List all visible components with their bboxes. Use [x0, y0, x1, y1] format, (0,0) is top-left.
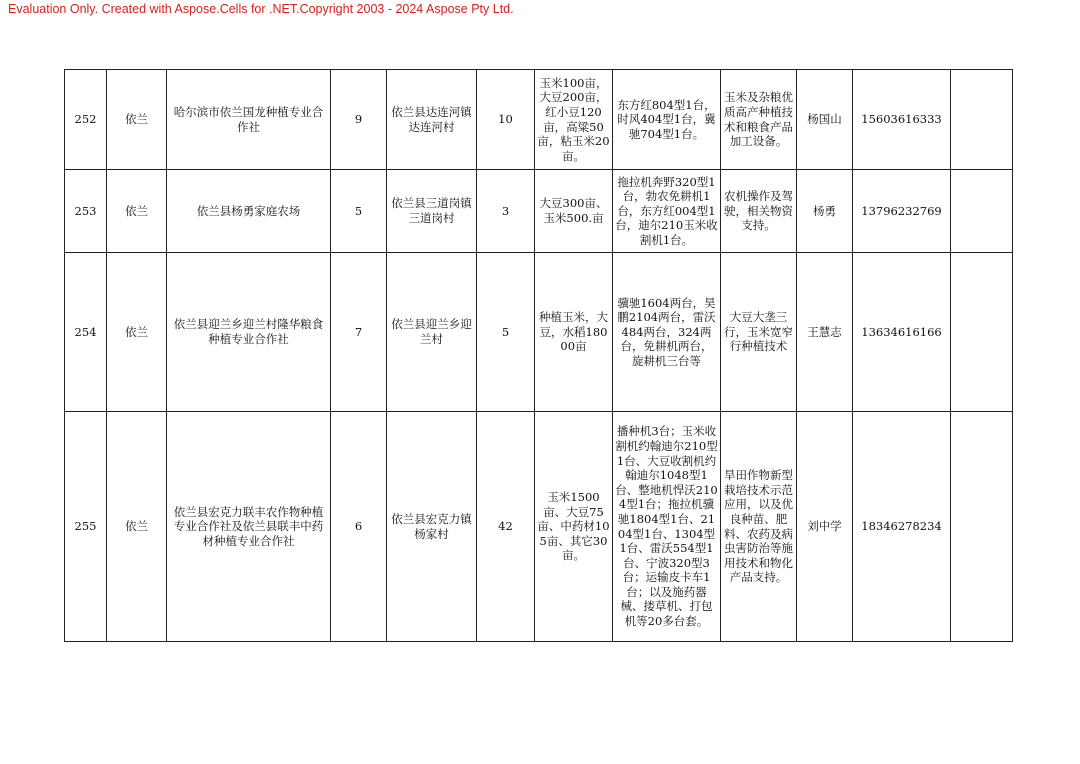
address-cell: 依兰县三道岗镇三道岗村 — [387, 170, 477, 253]
phone-cell: 13796232769 — [853, 170, 951, 253]
count-cell: 3 — [477, 170, 535, 253]
row-number-cell: 253 — [65, 170, 107, 253]
evaluation-watermark: Evaluation Only. Created with Aspose.Cells for .NET.Copyright 2003 - 2024 Aspose Pty Ltd. — [8, 2, 514, 16]
support-cell: 玉米及杂粮优质高产种植技术和粮食产品加工设备。 — [721, 70, 797, 170]
support-cell: 旱田作物新型栽培技术示范应用，以及优良种苗、肥料、农药及病虫害防治等施用技术和物化产品支持。 — [721, 412, 797, 642]
row-number-cell: 255 — [65, 412, 107, 642]
address-cell: 依兰县宏克力镇杨家村 — [387, 412, 477, 642]
crops-cell: 种植玉米，大豆，水稻18000亩 — [535, 253, 613, 412]
organization-name-cell: 依兰县迎兰乡迎兰村隆华粮食种植专业合作社 — [167, 253, 331, 412]
organization-name-cell: 哈尔滨市依兰国龙种植专业合作社 — [167, 70, 331, 170]
row-number-cell: 252 — [65, 70, 107, 170]
machinery-cell: 东方红804型1台，时风404型1台，冀驰704型1台。 — [613, 70, 721, 170]
members-cell: 7 — [331, 253, 387, 412]
support-cell: 农机操作及驾驶，相关物资支持。 — [721, 170, 797, 253]
address-cell: 依兰县达连河镇达连河村 — [387, 70, 477, 170]
county-cell: 依兰 — [107, 170, 167, 253]
organization-name-cell: 依兰县宏克力联丰农作物种植专业合作社及依兰县联丰中药材种植专业合作社 — [167, 412, 331, 642]
address-cell: 依兰县迎兰乡迎兰村 — [387, 253, 477, 412]
contact-cell: 王慧志 — [797, 253, 853, 412]
count-cell: 42 — [477, 412, 535, 642]
count-cell: 5 — [477, 253, 535, 412]
row-number-cell: 254 — [65, 253, 107, 412]
table-row — [65, 170, 1013, 253]
phone-cell: 18346278234 — [853, 412, 951, 642]
members-cell: 6 — [331, 412, 387, 642]
contact-cell: 刘中学 — [797, 412, 853, 642]
extra-cell — [951, 412, 1013, 642]
crops-cell: 玉米1500亩、大豆75亩、中药材105亩、其它30亩。 — [535, 412, 613, 642]
support-cell: 大豆大垄三行，玉米宽窄行种植技术 — [721, 253, 797, 412]
phone-cell: 15603616333 — [853, 70, 951, 170]
county-cell: 依兰 — [107, 253, 167, 412]
county-cell: 依兰 — [107, 70, 167, 170]
members-cell: 5 — [331, 170, 387, 253]
phone-cell: 13634616166 — [853, 253, 951, 412]
table-row — [65, 253, 1013, 412]
members-cell: 9 — [331, 70, 387, 170]
crops-cell: 大豆300亩、玉米500.亩 — [535, 170, 613, 253]
contact-cell: 杨国山 — [797, 70, 853, 170]
machinery-cell: 拖拉机奔野320型1台，勃农免耕机1台，东方红004型1台，迪尔210玉米收割机1台。 — [613, 170, 721, 253]
table-row — [65, 70, 1013, 170]
machinery-cell: 骥驰1604两台，昊鹏2104两台，雷沃484两台，324两台，免耕机两台，旋耕机三台等 — [613, 253, 721, 412]
extra-cell — [951, 70, 1013, 170]
extra-cell — [951, 253, 1013, 412]
contact-cell: 杨勇 — [797, 170, 853, 253]
county-cell: 依兰 — [107, 412, 167, 642]
machinery-cell: 播种机3台；玉米收割机约翰迪尔210型1台、大豆收割机约翰迪尔1048型1台、整地机悍沃2104型1台；拖拉机骥驰1804型1台、2104型1台、1304型1台、雷沃554型1台、宁波320型3台；运输皮卡车1台；以及施药器械、搂草机、打包机等20多台套。 — [613, 412, 721, 642]
cooperative-table — [64, 69, 1013, 642]
count-cell: 10 — [477, 70, 535, 170]
crops-cell: 玉米100亩，大豆200亩，红小豆120亩，高粱50亩，粘玉米20亩。 — [535, 70, 613, 170]
extra-cell — [951, 170, 1013, 253]
table-row — [65, 412, 1013, 642]
organization-name-cell: 依兰县杨勇家庭农场 — [167, 170, 331, 253]
